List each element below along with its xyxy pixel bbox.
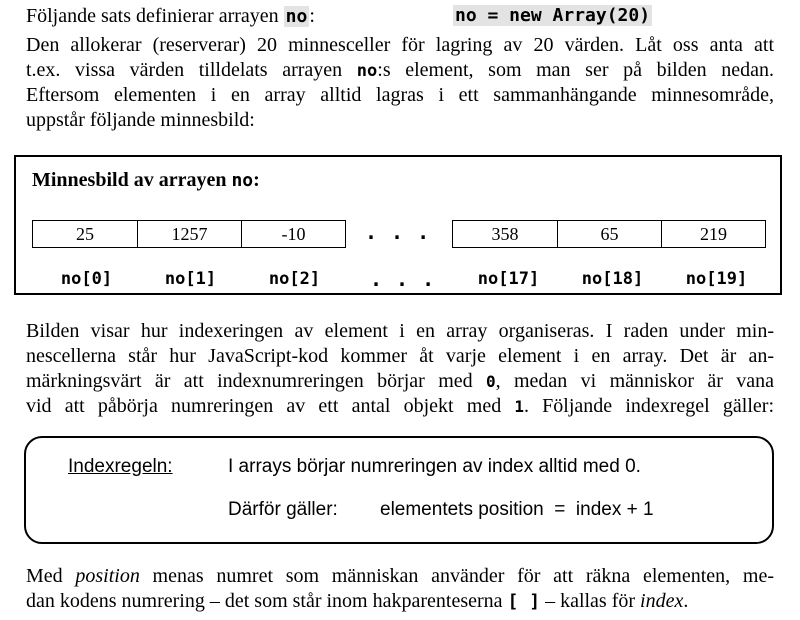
explanation-paragraph: [26, 319, 774, 419]
memory-cells-left: [32, 220, 346, 248]
array-name-code: no: [356, 61, 378, 81]
memory-figure: [14, 155, 782, 295]
index-label: no[0]: [60, 269, 113, 289]
position-term: position: [75, 565, 140, 587]
rule-formula: elementets position = index + 1: [380, 499, 654, 520]
explanation-line-3-after: , medan vi människor är vana: [495, 370, 775, 392]
rule-statement: I arrays börjar numreringen av index alltid med 0.: [228, 456, 641, 477]
index-rule-box: [24, 436, 774, 544]
explanation-line-4-text: vid att påbörja numreringen av ett antal objekt med: [26, 395, 515, 417]
one-code: 1: [514, 397, 525, 416]
memory-cell: 25: [76, 224, 94, 244]
index-term: index: [640, 590, 684, 612]
index-label: no[18]: [581, 269, 644, 289]
intro-line-4: Eftersom elementen i en array alltid lagras i ett sammanhängande minnesområde,: [26, 84, 774, 106]
figure-title-colon: :: [253, 169, 260, 191]
index-label: no[19]: [685, 269, 748, 289]
closing-line-2: [26, 589, 774, 614]
memory-cells-right: [452, 220, 766, 248]
closing-line-2-text: dan kodens numrering – det som står inom hakparenteserna: [26, 590, 508, 612]
intro-line-1: [26, 5, 315, 28]
rule-therefore: Därför gäller:: [228, 499, 338, 520]
memory-cell: 219: [661, 221, 765, 247]
explanation-line-1: Bilden visar hur indexeringen av element i en array organiseras. I raden under min-: [26, 320, 774, 342]
memory-cell: 1257: [137, 221, 241, 247]
array-name-code: no: [285, 6, 308, 27]
explanation-line-4: [26, 394, 774, 419]
closing-line-2-end: .: [683, 590, 689, 612]
explanation-line-3-text: märkningsvärt är att indexnumreringen börjar med: [26, 370, 486, 392]
closing-line-1-after: menas numret som människan använder för att räkna elementen, me-: [139, 565, 774, 587]
closing-paragraph: [26, 564, 774, 614]
index-label: no[17]: [477, 269, 540, 289]
zero-code: 0: [486, 372, 496, 391]
intro-paragraph: [26, 33, 774, 133]
array-statement-code: no = new Array(20): [455, 5, 651, 26]
closing-line-1: [26, 564, 774, 589]
intro-line-5: uppstår följande minnesbild:: [26, 109, 255, 131]
memory-cell: -10: [241, 221, 345, 247]
rule-label: Indexregeln:: [68, 456, 173, 477]
memory-cell: 358: [491, 224, 519, 244]
cells-ellipsis: ...: [365, 220, 444, 244]
figure-title: [32, 169, 260, 192]
explanation-line-3: [26, 369, 774, 394]
index-label: no[1]: [164, 269, 217, 289]
index-label: no[2]: [268, 269, 321, 289]
intro-colon: :: [309, 5, 315, 27]
closing-line-1-text: Med: [26, 565, 76, 587]
closing-line-2-middle: – kallas för: [540, 590, 641, 612]
figure-title-text: Minnesbild av arrayen: [32, 169, 232, 191]
figure-title-code: no: [231, 170, 254, 191]
brackets-code: [ ]: [507, 591, 541, 612]
explanation-line-2: nescellerna står hur JavaScript-kod kommer åt varje element i en array. Det är an-: [26, 345, 774, 367]
explanation-line-4-after: . Följande indexregel gäller:: [524, 395, 774, 417]
intro-line-3-text: t.ex. vissa värden tilldelats arrayen: [26, 59, 357, 81]
memory-cell: 65: [557, 221, 661, 247]
intro-line-3: [26, 58, 774, 83]
intro-line-3-after: :s element, som man ser på bilden nedan.: [377, 59, 774, 81]
intro-line-2: Den allokerar (reserverar) 20 minnesceller för lagring av 20 värden. Låt oss anta att: [26, 34, 774, 56]
index-ellipsis: ...: [370, 267, 449, 291]
intro-line-1-text: Följande sats definierar arrayen: [26, 5, 284, 27]
